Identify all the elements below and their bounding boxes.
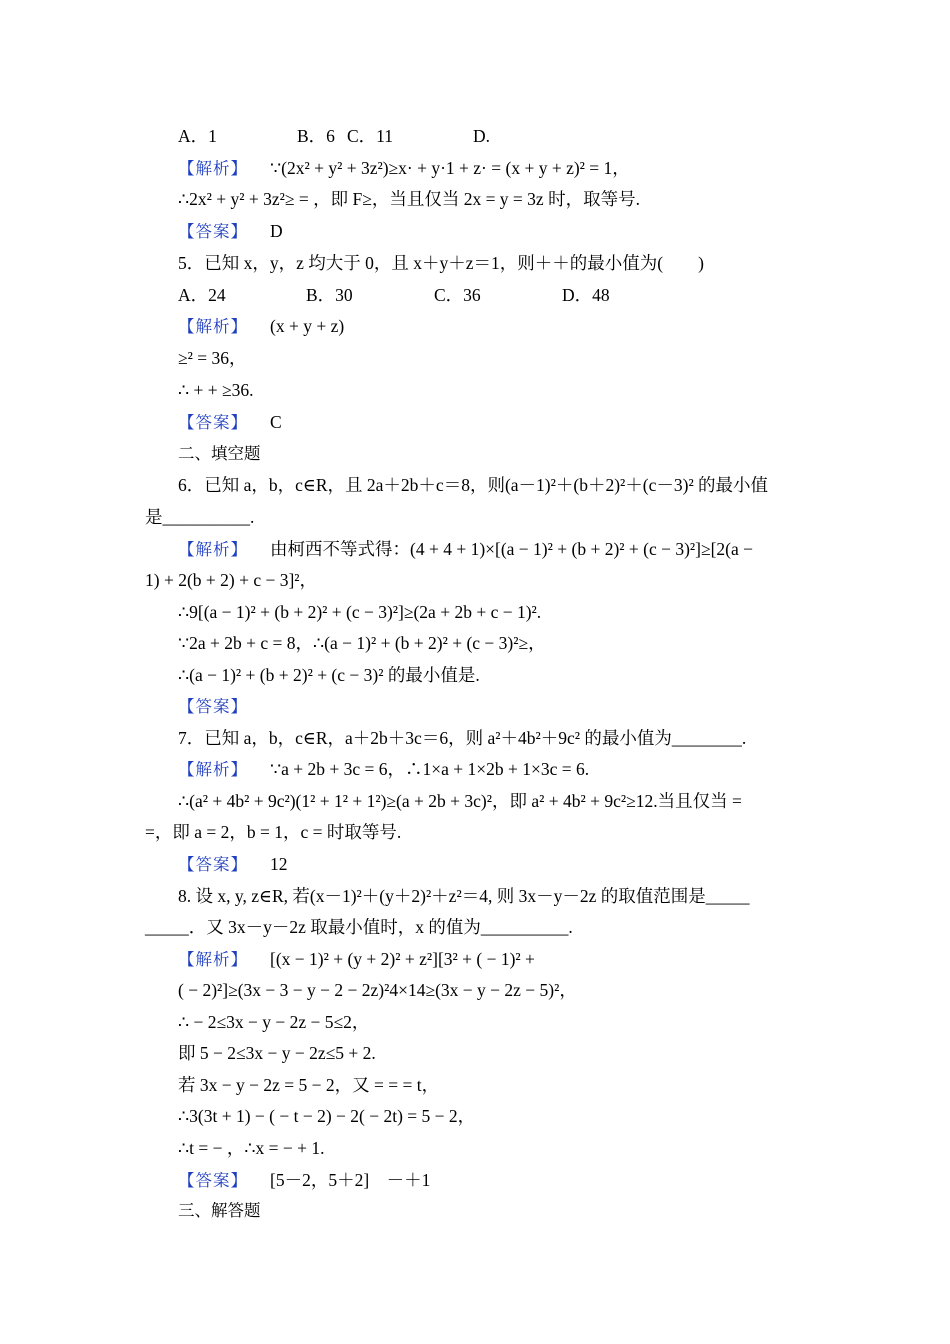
q6-analysis-line-1 [178,538,753,561]
q4-option-b: B．6 [297,126,335,146]
q5-analysis-line-3: ∴ + + ≥36. [178,380,254,400]
q6-analysis-line-2: 1) + 2(b + 2) + c − 3]²， [145,570,318,590]
answer-tag: 【答案】 [178,222,248,241]
q5-option-b: B．30 [306,285,353,305]
q6-analysis-line-4: ∵2a + 2b + c = 8，∴(a − 1)² + (b + 2)² + (c − 3)²≥， [178,633,546,653]
section-solution: 三、解答题 [178,1201,261,1220]
q6-analysis-text-1: 由柯西不等式得：(4 + 4 + 1)×[(a − 1)² + (b + 2)² + (c − 3)²]≥[2(a − [270,539,754,559]
q8-answer-line [178,1169,430,1192]
q4-analysis-text-1: ∵(2x² + y² + 3z²)≥x· + y·1 + z· = (x + y + z)² = 1， [270,158,630,178]
q5-option-c: C．36 [434,285,481,305]
answer-tag: 【答案】 [178,413,248,432]
analysis-tag: 【解析】 [178,540,248,559]
q5-analysis-line-2: ≥² = 36， [178,348,247,368]
q7-stem: 7．已知 a，b，c∈R，a＋2b＋3c＝6，则 a²＋4b²＋9c² 的最小值为________. [178,728,747,748]
q5-answer-line [178,411,282,434]
q6-stem-line-1: 6．已知 a，b，c∈R，且 2a＋2b＋c＝8，则(a－1)²＋(b＋2)²＋(c－3)² 的最小值 [178,475,769,495]
q7-analysis-line-3: =，即 a = 2，b = 1，c = 时取等号. [145,822,402,842]
answer-tag: 【答案】 [178,1171,248,1190]
q7-analysis-text-1: ∵a + 2b + 3c = 6，∴1×a + 1×2b + 1×3c = 6. [270,759,590,779]
q4-option-d: D. [473,126,491,146]
q4-analysis-line-2: ∴2x² + y² + 3z²≥ = ，即 F≥，当且仅当 2x = y = 3z 时，取等号. [178,189,640,209]
q5-stem: 5．已知 x，y，z 均大于 0，且 x＋y＋z＝1，则＋＋的最小值为( ) [178,253,704,273]
q5-answer: C [270,412,282,432]
analysis-tag: 【解析】 [178,159,248,178]
q4-analysis-line-1 [178,157,630,180]
q6-stem-line-2: 是__________. [145,507,255,527]
q6-analysis-line-5: ∴(a − 1)² + (b + 2)² + (c − 3)² 的最小值是. [178,665,480,685]
q8-analysis-line-4: 即 5 − 2≤3x − y − 2z≤5 + 2. [178,1043,376,1063]
q7-analysis-line-1 [178,758,589,781]
q8-stem-line-2: _____．又 3x－y－2z 取最小值时，x 的值为__________. [145,917,573,937]
section-fill-in: 二、填空题 [178,444,261,463]
answer-tag: 【答案】 [178,855,248,874]
q8-analysis-line-3: ∴ − 2≤3x − y − 2z − 5≤2， [178,1012,370,1032]
q5-option-d: D．48 [562,285,610,305]
q8-stem-line-1: 8. 设 x, y, z∈R, 若(x－1)²＋(y＋2)²＋z²＝4, 则 3x－y－2z 的取值范围是_____ [178,886,750,906]
q8-analysis-line-6: ∴3(3t + 1) − ( − t − 2) − 2( − 2t) = 5 − 2， [178,1106,476,1126]
q8-analysis-line-7: ∴t = − ，∴x = − + 1. [178,1138,325,1158]
q8-analysis-line-2: ( − 2)²]≥(3x − 3 − y − 2 − 2z)²4×14≥(3x − y − 2z − 5)²， [178,980,577,1000]
q6-analysis-line-3: ∴9[(a − 1)² + (b + 2)² + (c − 3)²]≥(2a + 2b + c − 1)². [178,602,542,622]
analysis-tag: 【解析】 [178,760,248,779]
q8-analysis-line-5: 若 3x − y − 2z = 5 − 2，又 = = = t， [178,1075,440,1095]
q8-answer: [5－2，5＋2] －＋1 [270,1170,431,1190]
q4-answer-line [178,220,283,243]
q4-option-c: C．11 [347,126,394,146]
analysis-tag: 【解析】 [178,950,248,969]
analysis-tag: 【解析】 [178,317,248,336]
q8-analysis-text-1: [(x − 1)² + (y + 2)² + z²][3² + ( − 1)² + [270,949,535,969]
q7-answer: 12 [270,854,288,874]
q7-answer-line [178,853,288,876]
q8-analysis-line-1 [178,948,535,971]
q5-analysis-line-1 [178,315,344,338]
q4-option-a: A．1 [178,126,217,146]
answer-tag: 【答案】 [178,697,248,716]
q5-option-a: A．24 [178,285,226,305]
q6-answer-line [178,695,248,718]
q4-answer: D [270,221,283,241]
q7-analysis-line-2: ∴(a² + 4b² + 9c²)(1² + 1² + 1²)≥(a + 2b + 3c)²，即 a² + 4b² + 9c²≥12.当且仅当 = [178,791,742,811]
q5-analysis-text-1: (x + y + z) [270,316,345,336]
